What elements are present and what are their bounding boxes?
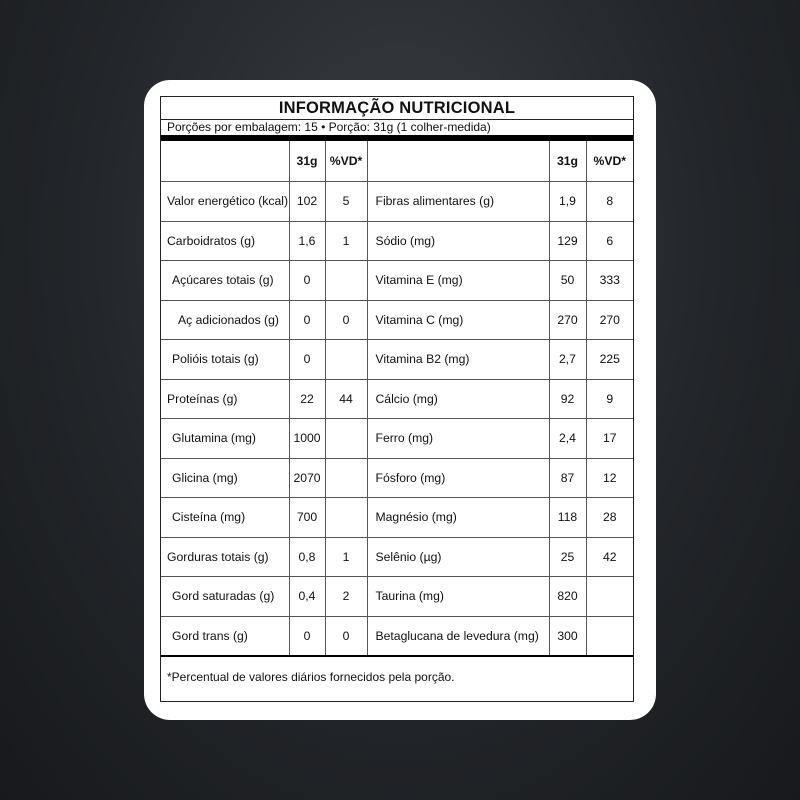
header-dv-right: %VD* [586, 141, 633, 182]
nutrient-name-left: Glutamina (mg) [161, 419, 289, 459]
nutrient-name-right: Sódio (mg) [367, 221, 549, 261]
nutrient-name-left: Valor energético (kcal) [161, 182, 289, 222]
nutrient-amount-right: 270 [549, 300, 586, 340]
nutrient-name-left: Polióis totais (g) [161, 340, 289, 380]
nutrient-dv-right [586, 577, 633, 617]
label-card [144, 80, 656, 720]
nutrient-name-right: Vitamina C (mg) [367, 300, 549, 340]
nutrient-amount-right: 300 [549, 616, 586, 656]
table-row [161, 458, 633, 498]
nutrient-amount-right: 87 [549, 458, 586, 498]
nutrient-amount-left: 0 [289, 340, 325, 380]
nutrient-name-left: Carboidratos (g) [161, 221, 289, 261]
nutrient-amount-left: 700 [289, 498, 325, 538]
nutrient-dv-left [325, 419, 367, 459]
nutrient-amount-left: 0,4 [289, 577, 325, 617]
nutrient-dv-right: 17 [586, 419, 633, 459]
nutrient-name-right: Selênio (µg) [367, 537, 549, 577]
nutrient-amount-right: 1,9 [549, 182, 586, 222]
header-blank-right [367, 141, 549, 182]
table-row [161, 300, 633, 340]
nutrient-dv-left: 44 [325, 379, 367, 419]
footnote: *Percentual de valores diários fornecidos pela porção. [167, 670, 455, 684]
nutrient-dv-right: 225 [586, 340, 633, 380]
nutrient-dv-left: 0 [325, 616, 367, 656]
nutrient-dv-left: 5 [325, 182, 367, 222]
table-header-row [161, 141, 633, 182]
nutrient-amount-left: 22 [289, 379, 325, 419]
table-row [161, 221, 633, 261]
nutrient-name-left: Açúcares totais (g) [161, 261, 289, 301]
nutrient-name-left: Glicina (mg) [161, 458, 289, 498]
nutrient-dv-right: 12 [586, 458, 633, 498]
nutrient-name-right: Vitamina B2 (mg) [367, 340, 549, 380]
nutrient-amount-left: 0,8 [289, 537, 325, 577]
nutrient-amount-right: 820 [549, 577, 586, 617]
table-row [161, 419, 633, 459]
nutrient-amount-right: 25 [549, 537, 586, 577]
nutrient-name-left: Gorduras totais (g) [161, 537, 289, 577]
nutrient-amount-left: 1,6 [289, 221, 325, 261]
nutrient-dv-left: 1 [325, 537, 367, 577]
nutrient-dv-left: 2 [325, 577, 367, 617]
nutrient-amount-left: 2070 [289, 458, 325, 498]
nutrient-dv-right: 42 [586, 537, 633, 577]
nutrient-name-left: Gord saturadas (g) [161, 577, 289, 617]
nutrient-amount-left: 0 [289, 261, 325, 301]
nutrient-name-right: Ferro (mg) [367, 419, 549, 459]
nutrient-dv-left [325, 498, 367, 538]
nutrient-name-right: Cálcio (mg) [367, 379, 549, 419]
nutrient-dv-left [325, 261, 367, 301]
nutrient-amount-left: 102 [289, 182, 325, 222]
nutrient-dv-right: 28 [586, 498, 633, 538]
nutrient-amount-right: 2,4 [549, 419, 586, 459]
header-amount-right: 31g [549, 141, 586, 182]
nutrient-amount-right: 2,7 [549, 340, 586, 380]
nutrient-dv-left: 1 [325, 221, 367, 261]
nutrient-name-left: Gord trans (g) [161, 616, 289, 656]
nutrient-amount-right: 92 [549, 379, 586, 419]
table-row [161, 379, 633, 419]
nutrient-dv-right: 333 [586, 261, 633, 301]
table-row [161, 182, 633, 222]
nutrition-facts-label [160, 96, 634, 702]
nutrient-name-left: Proteínas (g) [161, 379, 289, 419]
nutrient-amount-left: 0 [289, 300, 325, 340]
nutrient-amount-right: 50 [549, 261, 586, 301]
header-blank-left [161, 141, 289, 182]
table-row [161, 261, 633, 301]
nutrient-dv-right: 6 [586, 221, 633, 261]
nutrient-amount-left: 0 [289, 616, 325, 656]
nutrient-dv-right: 270 [586, 300, 633, 340]
nutrient-amount-right: 129 [549, 221, 586, 261]
nutrient-name-right: Fósforo (mg) [367, 458, 549, 498]
nutrient-name-left: Aç adicionados (g) [161, 300, 289, 340]
table-row [161, 616, 633, 656]
nutrient-name-right: Fibras alimentares (g) [367, 182, 549, 222]
nutrient-dv-left: 0 [325, 300, 367, 340]
nutrient-dv-left [325, 340, 367, 380]
nutrient-amount-right: 118 [549, 498, 586, 538]
servings-info: Porções por embalagem: 15 • Porção: 31g (1 colher-medida) [167, 120, 491, 134]
nutrient-name-right: Vitamina E (mg) [367, 261, 549, 301]
table-row [161, 498, 633, 538]
nutrient-name-right: Taurina (mg) [367, 577, 549, 617]
nutrient-dv-right: 9 [586, 379, 633, 419]
label-title: INFORMAÇÃO NUTRICIONAL [278, 99, 516, 117]
nutrient-name-right: Magnésio (mg) [367, 498, 549, 538]
table-row [161, 537, 633, 577]
header-dv-left: %VD* [325, 141, 367, 182]
nutrient-dv-left [325, 458, 367, 498]
nutrient-amount-left: 1000 [289, 419, 325, 459]
nutrition-table [161, 141, 633, 657]
header-amount-left: 31g [289, 141, 325, 182]
nutrient-dv-right: 8 [586, 182, 633, 222]
nutrient-name-left: Cisteína (mg) [161, 498, 289, 538]
table-row [161, 340, 633, 380]
nutrient-dv-right [586, 616, 633, 656]
table-row [161, 577, 633, 617]
nutrient-name-right: Betaglucana de levedura (mg) [367, 616, 549, 656]
